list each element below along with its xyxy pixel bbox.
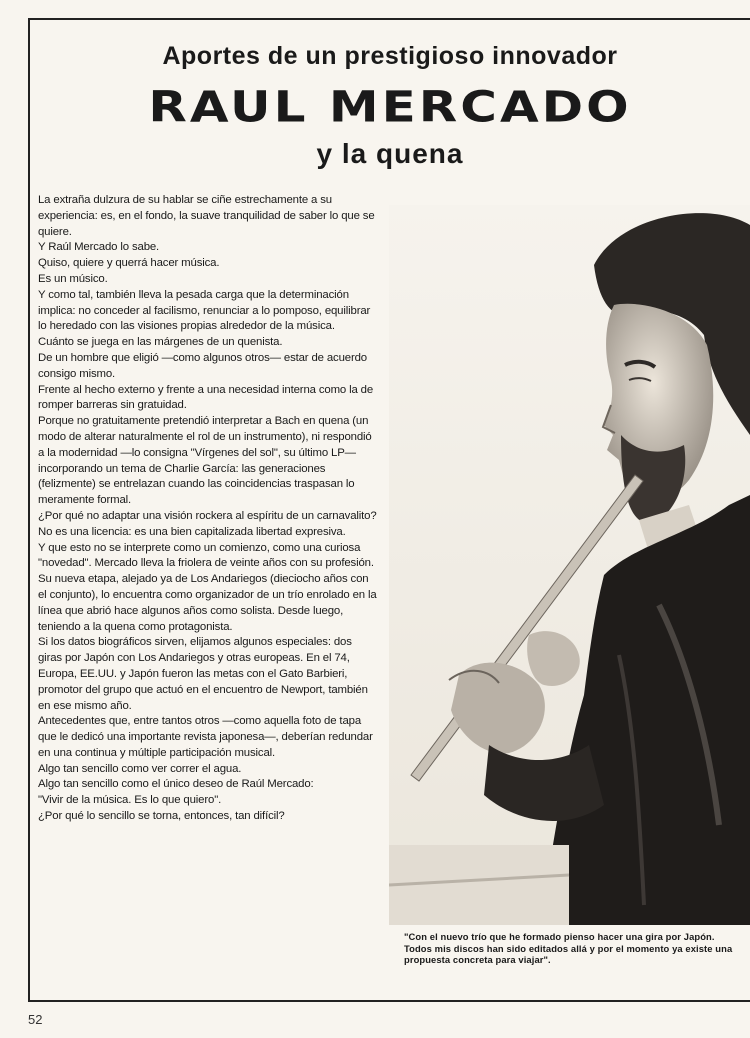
article-paragraph: Antecedentes que, entre tantos otros —como aquella foto de tapa que le dedicó una importante revista japonesa—, deberían redundar en una continua y múltiple participación musical. bbox=[38, 715, 373, 759]
article-paragraph: Su nueva etapa, alejado ya de Los Andariegos (dieciocho años con el conjunto), lo encuentra como organizador de un trío enrolado en la línea que abrió hace algunos años como solista. Desde luego, teniendo a la quena como protagonista. bbox=[38, 573, 377, 633]
musician-photo bbox=[389, 205, 750, 925]
article-paragraph: Es un músico. bbox=[38, 272, 108, 285]
article-paragraph: ¿Por qué lo sencillo se torna, entonces, tan difícil? bbox=[38, 810, 285, 823]
article-kicker: Aportes de un prestigioso innovador bbox=[162, 42, 618, 70]
article-paragraph: Frente al hecho externo y frente a una necesidad interna como la de romper barreras sin gratuidad. bbox=[38, 383, 374, 412]
article-paragraph: Y como tal, también lleva la pesada carga que la determinación implica: no conceder al facilismo, renunciar a lo pomposo, equilibrar lo heredado con las visiones propias alrededor de la música. bbox=[38, 288, 371, 333]
article-body bbox=[38, 193, 378, 825]
article-paragraph: Y que esto no se interprete como un comienzo, como una curiosa "novedad". Mercado lleva la friolera de veinte años con su profesión. bbox=[38, 541, 374, 570]
article-paragraph: Porque no gratuitamente pretendió interpretar a Bach en quena (un modo de alterar naturalmente el rol de un instrumento), ni respondió a la modernidad —lo consigna "Vírgenes del sol", su último LP— incorporando un tema de Charlie García: las generaciones (felizmente) se entrelazan cuando las coincidencias traspasan lo meramente formal. bbox=[38, 415, 372, 507]
article-paragraph: La extraña dulzura de su hablar se ciñe estrechamente a su experiencia: es, en el fondo, la suave tranquilidad de saber lo que se quiere. bbox=[38, 194, 375, 238]
article-paragraph: Algo tan sencillo como ver correr el agua. bbox=[38, 762, 242, 775]
article-paragraph: "Vivir de la música. Es lo que quiero". bbox=[38, 794, 222, 807]
page-number: 52 bbox=[28, 1012, 43, 1027]
article-title: RAUL MERCADO bbox=[148, 82, 632, 132]
article-paragraph: Cuánto se juega en las márgenes de un quenista. bbox=[38, 336, 283, 349]
article-paragraph: Si los datos biográficos sirven, elijamos algunos especiales: dos giras por Japón con Los Andariegos y otras europeas. En el 74, Europa, EE.UU. y Japón fueron las metas con el Gato Barbieri, promotor del grupo que actuó en el encuentro de Newport, también en ese mismo año. bbox=[38, 636, 368, 712]
article-paragraph: No es una licencia: es una bien capitalizada libertad expresiva. bbox=[38, 525, 346, 538]
article-paragraph: Quiso, quiere y querrá hacer música. bbox=[38, 257, 220, 270]
photo-caption: "Con el nuevo trío que he formado pienso hacer una gira por Japón. Todos mis discos han sido editados allá y por el momento ya existe una propuesta concreta para viajar". bbox=[404, 931, 733, 966]
article-subtitle: y la quena bbox=[316, 138, 464, 169]
article-paragraph: ¿Por qué no adaptar una visión rockera al espíritu de un carnavalito? bbox=[38, 509, 377, 522]
article-paragraph: De un hombre que eligió —como algunos otros— estar de acuerdo consigo mismo. bbox=[38, 351, 367, 380]
article-paragraph: Algo tan sencillo como el único deseo de Raúl Mercado: bbox=[38, 778, 314, 791]
article-paragraph: Y Raúl Mercado lo sabe. bbox=[38, 241, 160, 254]
